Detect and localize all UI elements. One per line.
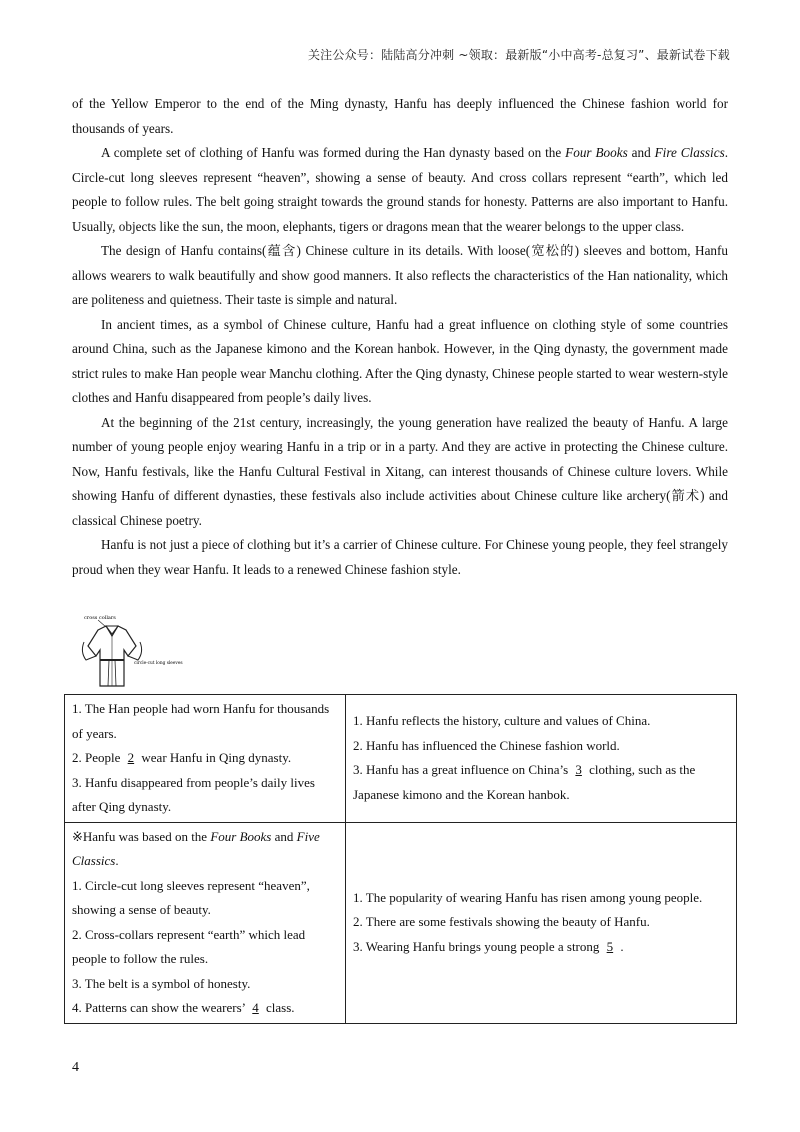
summary-table [64, 694, 737, 1024]
paragraph: In ancient times, as a symbol of Chinese culture, Hanfu had a great influence on clothing style of some countries around China, such as the Japanese kimono and the Korean hanbok. However, in the Qing dynasty, the government made strict rules to make Han people wear Manchu clothing. After the Qing dynasty, Chinese people started to wear western-style clothes and Hanfu disappeared from people’s daily lives. [72, 316, 728, 405]
hanfu-illustration [78, 612, 183, 690]
paragraph: At the beginning of the 21st century, increasingly, the young generation have realized the beauty of Hanfu. A large number of young people enjoy wearing Hanfu in a trip or in a party. And they are active in protecting the Chinese culture. Now, Hanfu festivals, like the Hanfu Cultural Festival in Xitang, can interest thousands of Chinese culture lovers. While showing Hanfu of different dynasties, these festivals also include activities about Chinese culture like archery(箭术) and classical Chinese poetry. [72, 414, 728, 528]
table-cell-line: 4. Patterns can show the wearers’ 4 class. [72, 1000, 295, 1015]
table-cell-line: 2. Hanfu has influenced the Chinese fashion world. [353, 737, 620, 753]
collar-label: cross collars [84, 615, 116, 621]
paragraph: A complete set of clothing of Hanfu was formed during the Han dynasty based on the Four Books and Fire Classics. Circle-cut long sleeves represent “heaven”, showing a sense of beauty. And cross collars represent “earth”, which led people to follow rules. The belt going straight towards the ground stands for honesty. Patterns are also important to Hanfu. Usually, objects like the sun, the moon, elephants, tigers or dragons mean that the wearer belongs to the upper class. [72, 145, 728, 234]
article-body [72, 92, 728, 582]
page-number: 4 [72, 1060, 79, 1075]
table-cell-line: 1. Circle-cut long sleeves represent “heaven”, showing a sense of beauty. [72, 877, 310, 917]
paragraph: Hanfu is not just a piece of clothing but it’s a carrier of Chinese culture. For Chinese young people, they feel strangely proud when they wear Hanfu. It leads to a renewed Chinese fashion style. [72, 537, 728, 577]
table-cell-line: 1. Hanfu reflects the history, culture and values of China. [353, 713, 651, 729]
answer-blank: 3 [575, 762, 582, 778]
table-cell-line: 3. Wearing Hanfu brings young people a strong 5 . [353, 938, 624, 954]
sleeve-label: circle-cut long sleeves [134, 661, 183, 666]
table-cell [346, 822, 737, 1023]
table-row [65, 695, 737, 823]
table-cell-line: 2. People 2 wear Hanfu in Qing dynasty. [72, 750, 292, 765]
table-cell-line: 2. There are some festivals showing the beauty of Hanfu. [353, 914, 650, 930]
book-title: Fire Classics [654, 145, 725, 160]
table-row [65, 822, 737, 1023]
table-cell-line: 3. Hanfu disappeared from people’s daily lives after Qing dynasty. [72, 774, 315, 814]
table-cell-line: 1. The Han people had worn Hanfu for thousands of years. [72, 701, 330, 741]
table-cell [65, 822, 346, 1023]
table-cell-line: 1. The popularity of wearing Hanfu has risen among young people. [353, 889, 703, 905]
table-cell-line: 3. The belt is a symbol of honesty. [72, 975, 251, 991]
answer-blank: 4 [252, 1000, 259, 1015]
paragraph: of the Yellow Emperor to the end of the Ming dynasty, Hanfu has deeply influenced the Chinese fashion world for thousands of years. [72, 96, 728, 136]
book-title: Five Classics [72, 828, 320, 868]
page-header: 关注公众号：陆陆高分冲刺 ~领取：最新版“小中高考-总复习”、最新试卷下载 [307, 48, 730, 62]
answer-blank: 5 [606, 938, 614, 954]
table-cell-line: 2. Cross-collars represent “earth” which lead people to follow the rules. [72, 926, 306, 966]
book-title: Four Books [565, 145, 628, 160]
table-cell-line: ※Hanfu was based on the Four Books and Five Classics. [72, 828, 320, 868]
book-title: Four Books [210, 828, 272, 844]
table-cell-line: 3. Hanfu has a great influence on China’s 3 clothing, such as the Japanese kimono and the Korean hanbok. [353, 762, 696, 802]
paragraph: The design of Hanfu contains(蕴含) Chinese culture in its details. With loose(宽松的) sleeves and bottom, Hanfu allows wearers to walk beautifully and show good manners. It also reflects the characteristics of the Han nationality, which are politeness and quietness. Their taste is simple and natural. [72, 243, 728, 307]
answer-blank: 2 [127, 750, 135, 765]
table-cell [65, 695, 346, 823]
table-cell [346, 695, 737, 823]
